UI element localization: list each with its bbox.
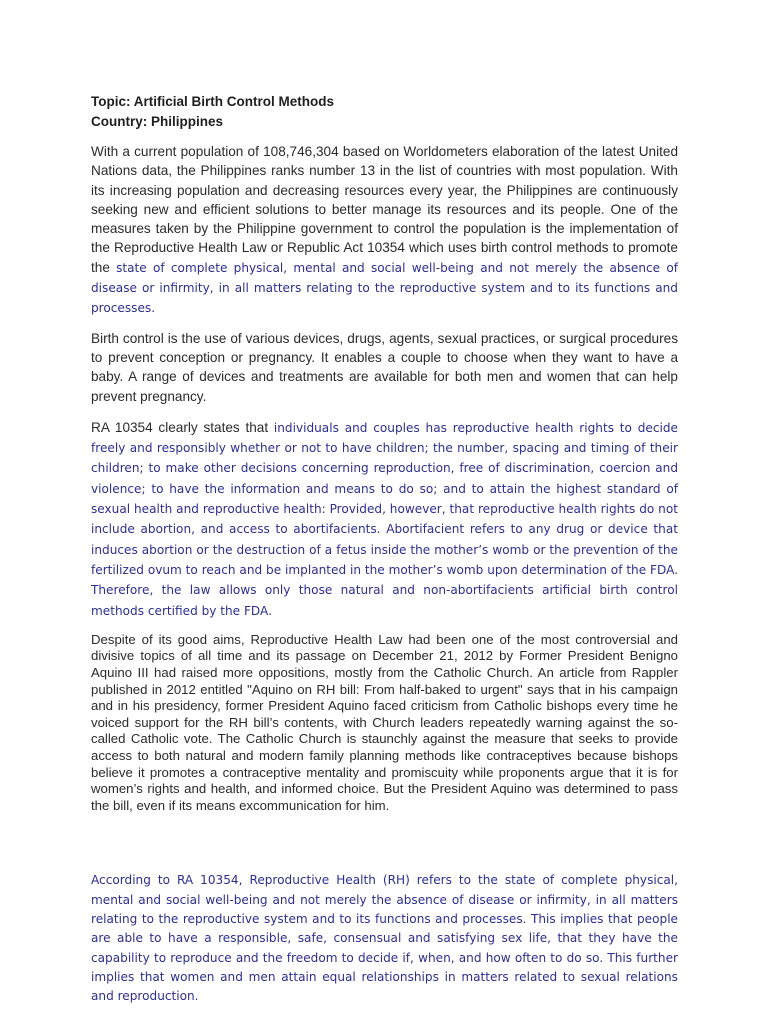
country-heading: Country: Philippines	[91, 114, 224, 129]
paragraph-controversy: Despite of its good aims, Reproductive Health Law had been one of the most controversial and divisive topics of all time and its passage on December 21, 2012 by Former President Benigno Aquino III had raised more oppositions, mostly from the Catholic Church. An article from Rappler published in 2012 entitled "Aquino on RH bill: From half-baked to urgent" says that in his campaign and in his presidency, former President Aquino faced criticism from Catholic bishops every time he voiced support for the RH bill’s contents, with Church leaders repeatedly warning against the so-called Catholic vote. The Catholic Church is staunchly against the measure that seeks to provide access to both natural and modern family planning methods like contraceptives because bishops believe it promotes a contraceptive mentality and promiscuity while proponents argue that it is for women’s rights and health, and informed choice. But the President Aquino was determined to pass the bill, even if its means excommunication for him.	[91, 631, 678, 813]
document-body	[91, 92, 678, 1006]
paragraph-ra-10354-quote: individuals and couples has reproductive health rights to decide freely and responsibly whether or not to have children; the number, spacing and timing of their children; to make other decisions concerning reproduction, free of discrimination, coercion and violence; to have the information and means to do so; and to attain the highest standard of sexual health and reproductive health: Provided, however, that reproductive health rights do not include abortion, and access to abortifacients. Abortifacient refers to any drug or device that induces abortion or the destruction of a fetus inside the mother’s womb or the prevention of the fertilized ovum to reach and be implanted in the mother’s womb upon determination of the FDA. Therefore, the law allows only those natural and non-abortifacients artificial birth control methods certified by the FDA.	[91, 420, 679, 618]
paragraph-population	[91, 142, 678, 319]
paragraph-rh-definition: According to RA 10354, Reproductive Health (RH) refers to the state of complete physical, mental and social well-being and not merely the absence of disease or infirmity, in all matters relating to the reproductive system and to its functions and processes. This implies that people are able to have a responsible, safe, consensual and satisfying sex life, that they have the capability to reproduce and the freedom to decide if, when, and how often to do so. This further implies that women and men attain equal relationships in matters related to sexual relations and reproduction.	[91, 873, 678, 1004]
paragraph-population-quote: state of complete physical, mental and social well-being and not merely the absence of disease or infirmity, in all matters relating to the reproductive system and to its functions and processes.	[91, 260, 678, 316]
paragraph-population-text: With a current population of 108,746,304 based on Worldometers elaboration of the latest United Nations data, the Philippines ranks number 13 in the list of countries with most population. With its increasing population and decreasing resources every year, the Philippines are continuously seeking new and efficient solutions to better manage its resources and its people. One of the measures taken by the Philippine government to control the population is the implementation of the Reproductive Health Law or Republic Act 10354 which uses birth control methods to promote the	[91, 144, 678, 275]
paragraph-ra-10354	[91, 418, 678, 621]
paragraph-birth-control: Birth control is the use of various devices, drugs, agents, sexual practices, or surgical procedures to prevent conception or pregnancy. It enables a couple to choose when they want to have a baby. A range of devices and treatments are available for both men and women that can help prevent pregnancy.	[91, 330, 678, 404]
topic-heading: Topic: Artificial Birth Control Methods	[91, 94, 334, 109]
paragraph-ra-10354-text: RA 10354 clearly states that	[91, 419, 274, 435]
